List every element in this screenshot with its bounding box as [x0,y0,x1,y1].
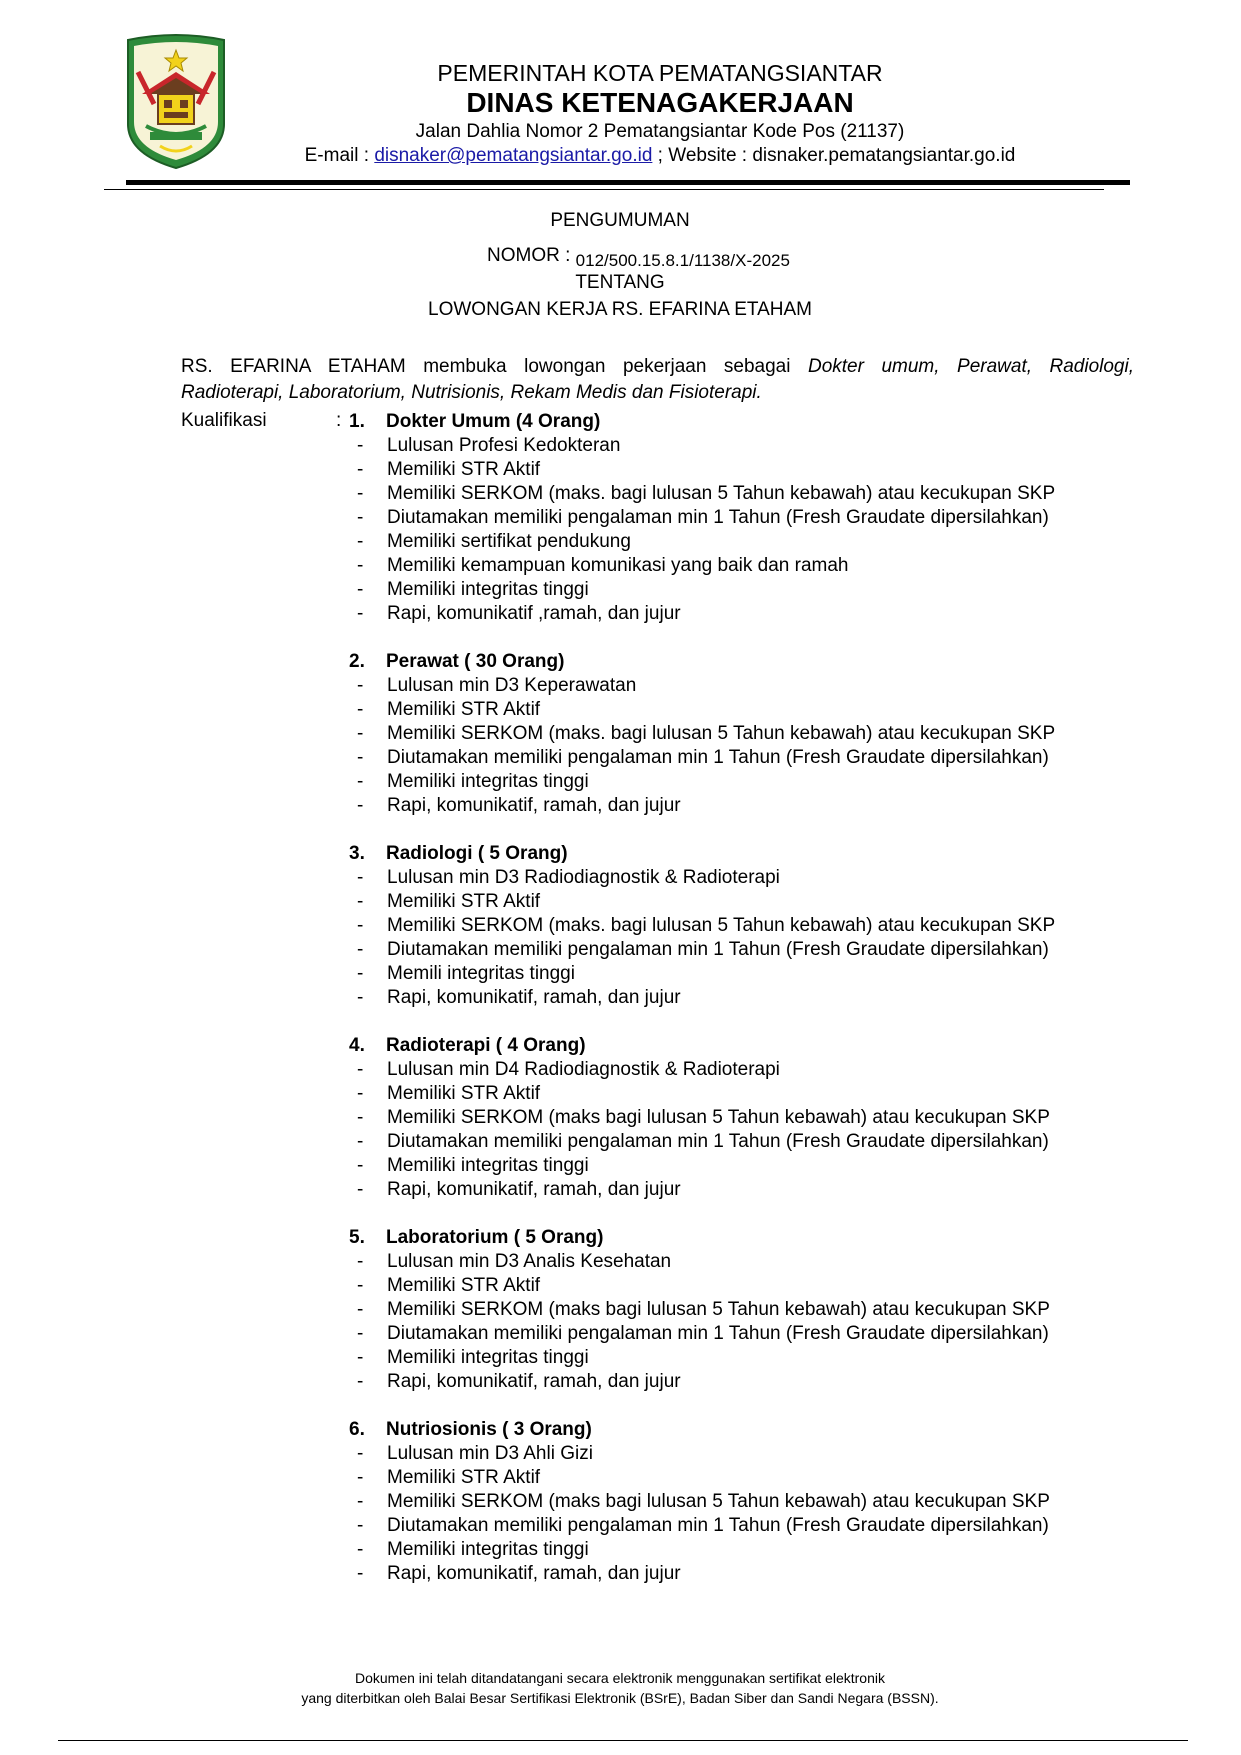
position-name: Perawat ( 30 Orang) [386,651,565,672]
position-block [349,842,1129,1010]
footer-issuer-note: yang diterbitkan oleh Balai Besar Sertifikasi Elektronik (BSrE), Badan Siber dan Sandi Negara (BSSN). [301,1690,939,1706]
position-number: 6. [349,1419,365,1440]
bullet-dash: - [357,771,364,792]
position-name: Radiologi ( 5 Orang) [386,843,568,864]
requirement-text: Memiliki SERKOM (maks bagi lulusan 5 Tahun kebawah) atau kecukupan SKP [387,1299,1050,1320]
requirement-text: Lulusan min D3 Ahli Gizi [387,1443,593,1464]
document-subject: LOWONGAN KERJA RS. EFARINA ETAHAM [428,299,812,320]
bullet-dash: - [357,483,364,504]
intro-positions-1: Dokter umum, Perawat, Radiologi, [807,356,1134,377]
requirement-item [349,1538,1129,1562]
requirement-item [349,1562,1129,1586]
requirement-text: Memiliki STR Aktif [387,1467,541,1488]
header-divider-thin [104,189,1104,190]
requirement-text: Memiliki sertifikat pendukung [387,531,631,552]
requirement-item [349,1490,1129,1514]
requirement-text: Memiliki STR Aktif [387,891,541,912]
website-label: ; Website : disnaker.pematangsiantar.go.id [652,145,1016,166]
position-title [349,1034,1129,1058]
letterhead-contact [250,145,1070,167]
requirement-item [349,578,1129,602]
requirement-item [349,914,1129,938]
bullet-dash: - [357,747,364,768]
bullet-dash: - [357,1275,364,1296]
intro-line-2 [181,380,762,406]
intro-positions-2: Radioterapi, Laboratorium, Nutrisionis, Rekam Medis dan Fisioterapi. [181,382,762,403]
letterhead-office: DINAS KETENAGAKERJAAN [466,87,854,118]
requirement-text: Memiliki STR Aktif [387,1083,541,1104]
requirement-text: Memiliki SERKOM (maks. bagi lulusan 5 Tahun kebawah) atau kecukupan SKP [387,723,1056,744]
requirement-item [349,1106,1129,1130]
requirement-item [349,1082,1129,1106]
nomor-value: 012/500.15.8.1/1138/X-2025 [575,251,790,270]
bullet-dash: - [357,603,364,624]
requirement-item [349,794,1129,818]
requirement-item [349,1322,1129,1346]
position-name: Dokter Umum (4 Orang) [386,411,601,432]
position-title [349,1418,1129,1442]
requirement-text: Memiliki kemampuan komunikasi yang baik dan ramah [387,555,849,576]
requirement-item [349,1154,1129,1178]
requirement-text: Lulusan min D3 Analis Kesehatan [387,1251,672,1272]
bullet-dash: - [357,1107,364,1128]
position-title [349,410,1129,434]
bullet-dash: - [357,987,364,1008]
bullet-dash: - [357,723,364,744]
bullet-dash: - [357,1251,364,1272]
bullet-dash: - [357,459,364,480]
requirement-text: Memiliki SERKOM (maks bagi lulusan 5 Tahun kebawah) atau kecukupan SKP [387,1491,1050,1512]
requirement-text: Diutamakan memiliki pengalaman min 1 Tahun (Fresh Graudate dipersilahkan) [387,1323,1049,1344]
requirement-item [349,770,1129,794]
requirement-item [349,554,1129,578]
requirement-text: Rapi, komunikatif, ramah, dan jujur [387,987,681,1008]
requirement-text: Diutamakan memiliki pengalaman min 1 Tahun (Fresh Graudate dipersilahkan) [387,747,1049,768]
requirement-item [349,530,1129,554]
position-name: Radioterapi ( 4 Orang) [386,1035,586,1056]
position-number: 2. [349,651,365,672]
requirement-text: Lulusan Profesi Kedokteran [387,435,621,456]
bullet-dash: - [357,1179,364,1200]
requirement-text: Memiliki STR Aktif [387,1275,541,1296]
requirement-text: Diutamakan memiliki pengalaman min 1 Tahun (Fresh Graudate dipersilahkan) [387,507,1049,528]
requirement-text: Memiliki SERKOM (maks. bagi lulusan 5 Tahun kebawah) atau kecukupan SKP [387,915,1056,936]
requirement-text: Rapi, komunikatif, ramah, dan jujur [387,1179,681,1200]
requirement-item [349,722,1129,746]
requirement-text: Memili integritas tinggi [387,963,575,984]
bullet-dash: - [357,939,364,960]
requirement-text: Memiliki SERKOM (maks. bagi lulusan 5 Tahun kebawah) atau kecukupan SKP [387,483,1056,504]
bullet-dash: - [357,1539,364,1560]
position-name: Laboratorium ( 5 Orang) [386,1227,604,1248]
bullet-dash: - [357,555,364,576]
position-title [349,1226,1129,1250]
requirement-item [349,1058,1129,1082]
position-block [349,1418,1129,1586]
requirement-text: Rapi, komunikatif, ramah, dan jujur [387,1371,681,1392]
kualifikasi-colon: : [336,410,342,431]
intro-text: RS. EFARINA ETAHAM membuka lowongan pekerjaan sebagai [181,356,808,377]
bullet-dash: - [357,795,364,816]
requirement-item [349,1466,1129,1490]
requirement-item [349,1442,1129,1466]
requirement-item [349,506,1129,530]
requirement-item [349,938,1129,962]
letterhead-government: PEMERINTAH KOTA PEMATANGSIANTAR [437,60,883,86]
nomor-label: NOMOR : [487,245,576,266]
requirement-item [349,1298,1129,1322]
requirement-item [349,1514,1129,1538]
requirement-text: Rapi, komunikatif, ramah, dan jujur [387,1563,681,1584]
requirement-item [349,890,1129,914]
bullet-dash: - [357,579,364,600]
bullet-dash: - [357,1155,364,1176]
requirement-text: Lulusan min D4 Radiodiagnostik & Radioterapi [387,1059,780,1080]
requirement-text: Diutamakan memiliki pengalaman min 1 Tahun (Fresh Graudate dipersilahkan) [387,1131,1049,1152]
kualifikasi-label: Kualifikasi [181,410,267,431]
position-name: Nutriosionis ( 3 Orang) [386,1419,592,1440]
bullet-dash: - [357,1083,364,1104]
tentang-label: TENTANG [575,272,665,293]
requirement-text: Diutamakan memiliki pengalaman min 1 Tahun (Fresh Graudate dipersilahkan) [387,1515,1049,1536]
document-heading: PENGUMUMAN [550,210,690,231]
bullet-dash: - [357,1131,364,1152]
requirement-item [349,1130,1129,1154]
footer-divider [58,1740,1188,1741]
bullet-dash: - [357,1515,364,1536]
position-title [349,650,1129,674]
position-block [349,650,1129,818]
bullet-dash: - [357,675,364,696]
bullet-dash: - [357,1347,364,1368]
requirement-item [349,602,1129,626]
email-link[interactable]: disnaker@pematangsiantar.go.id [374,145,653,166]
requirement-item [349,458,1129,482]
requirement-item [349,746,1129,770]
bullet-dash: - [357,867,364,888]
requirement-item [349,866,1129,890]
bullet-dash: - [357,507,364,528]
position-number: 4. [349,1035,365,1056]
requirement-item [349,482,1129,506]
position-title [349,842,1129,866]
requirement-text: Rapi, komunikatif, ramah, dan jujur [387,795,681,816]
requirement-text: Diutamakan memiliki pengalaman min 1 Tahun (Fresh Graudate dipersilahkan) [387,939,1049,960]
footer-signature-note: Dokumen ini telah ditandatangani secara elektronik menggunakan sertifikat elektronik [355,1670,885,1686]
requirement-item [349,434,1129,458]
requirement-text: Memiliki integritas tinggi [387,1539,589,1560]
requirement-item [349,1346,1129,1370]
requirement-text: Lulusan min D3 Radiodiagnostik & Radioterapi [387,867,780,888]
position-number: 5. [349,1227,365,1248]
city-coat-of-arms-icon [120,32,232,170]
requirement-item [349,1250,1129,1274]
requirement-item [349,962,1129,986]
position-block [349,410,1129,626]
bullet-dash: - [357,915,364,936]
requirement-text: Memiliki STR Aktif [387,459,541,480]
bullet-dash: - [357,1491,364,1512]
requirement-item [349,986,1129,1010]
bullet-dash: - [357,1467,364,1488]
requirement-text: Memiliki integritas tinggi [387,771,589,792]
position-number: 1. [349,411,365,432]
bullet-dash: - [357,1059,364,1080]
bullet-dash: - [357,1299,364,1320]
requirement-item [349,674,1129,698]
bullet-dash: - [357,1323,364,1344]
bullet-dash: - [357,1443,364,1464]
bullet-dash: - [357,699,364,720]
positions-list [349,410,1129,1610]
requirement-item [349,1274,1129,1298]
requirement-text: Memiliki integritas tinggi [387,1155,589,1176]
position-number: 3. [349,843,365,864]
requirement-text: Memiliki SERKOM (maks bagi lulusan 5 Tahun kebawah) atau kecukupan SKP [387,1107,1050,1128]
requirement-text: Rapi, komunikatif ,ramah, dan jujur [387,603,681,624]
requirement-item [349,1370,1129,1394]
requirement-text: Memiliki integritas tinggi [387,579,589,600]
intro-line-1 [181,354,1134,380]
letterhead-address: Jalan Dahlia Nomor 2 Pematangsiantar Kode Pos (21137) [415,121,905,142]
position-block [349,1034,1129,1202]
requirement-item [349,698,1129,722]
requirement-text: Lulusan min D3 Keperawatan [387,675,637,696]
bullet-dash: - [357,531,364,552]
bullet-dash: - [357,963,364,984]
bullet-dash: - [357,1563,364,1584]
header-divider-thick [126,180,1130,185]
requirement-item [349,1178,1129,1202]
position-block [349,1226,1129,1394]
bullet-dash: - [357,1371,364,1392]
bullet-dash: - [357,435,364,456]
document-number [487,245,790,270]
requirement-text: Memiliki integritas tinggi [387,1347,589,1368]
email-label: E-mail : [304,145,375,166]
requirement-text: Memiliki STR Aktif [387,699,541,720]
bullet-dash: - [357,891,364,912]
